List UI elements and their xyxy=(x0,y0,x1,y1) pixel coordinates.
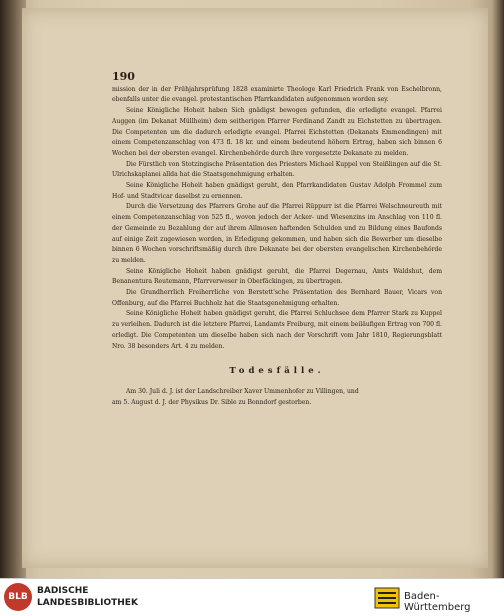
paragraph: mission der in der Frühjahrsprüfung 1828 examinirte Theologe Karl Friedrich Frank von Eschelbronn, ebenfalls unter die evangel. protestantischen Pfarrkandidaten aufgenommen worden sey. xyxy=(112,85,442,104)
baden-wuerttemberg-crest-icon xyxy=(374,587,400,609)
library-name-line2: LANDESBIBLIOTHEK xyxy=(37,598,138,608)
death-notice: Am 30. Juli d. J. ist der Landschreiber Xaver Ummenhofer zu Villingen, und xyxy=(126,387,359,395)
paragraph: Die Fürstlich von Stotzingische Präsentation des Priesters Michael Kuppel von Steißlingen auf die St. Ulrichskaplanei allda hat die Staatsgenehmigung erhalten. xyxy=(112,160,442,179)
paragraph: Seine Königliche Hoheit haben Sich gnädigst bewogen gefunden, die erledigte evangel. Pfarrei Auggen (im Dekanat Müllheim) dem seitherigen Pfarrer Ferdinand Zandt zu Eichstetten zu übertragen. Die Competenten um die dadurch erledigte evangel. Pfarrei Eichstetten (Dekanats Emmendingen) mit einem Competenzanschlag von 473 fl. 18 kr. und einem bedeutend höhern Ertrag, haben sich binnen 6 Wochen bei der obersten evangel. Kirchenbehörde durch ihre vorgesetzte Dekanate zu melden. xyxy=(112,107,442,157)
paragraph: Seine Königliche Hoheit haben gnädigst geruht, den Pfarrkandidaten Gustav Adolph Frommel zum Hof- und Stadtvicar daselbst zu ernennen. xyxy=(112,182,442,200)
section-heading: Todesfälle. xyxy=(229,366,325,377)
death-notice: am 5. August d. J. der Physikus Dr. Sible zu Bonndorf gestorben. xyxy=(112,398,312,406)
library-footer xyxy=(0,578,504,616)
blb-badge-text: BLB xyxy=(8,592,28,602)
library-name[interactable] xyxy=(37,585,138,609)
paragraph: Seine Königliche Hoheit haben gnädigst geruht, die Pfarrei Schluchsee dem Pfarrer Stark zu Kuppel zu verleihen. Dadurch ist die letztere Pfarrei, Landamts Freiburg, mit einem beiläufigen Ertrag von 700 fl. erledigt. Die Competenten um dieselbe haben sich nach der Vorschrift vom Jahr 1810, Regierungsblatt Nro. 38 besonders Art. 4 zu melden. xyxy=(112,310,442,350)
page-content xyxy=(112,72,442,408)
library-name-line1: BADISCHE xyxy=(37,586,89,596)
state-label[interactable]: Baden-Württemberg xyxy=(404,591,471,613)
paragraph: Durch die Versetzung des Pfarrers Grohe auf die Pfarrei Rüppurr ist die Pfarrei Welschneureuth mit einem Competenzanschlag von 525 fl., wovon jedoch der Acker- und Wiesenzins im Anschlag von 110 fl. der Gemeinde zu Bezahlung der auf ihrem Allmosen haftenden Schulden und zu Bildung eines Baufonds auf einige Zeit zugewiesen worden, in Erledigung gekommen, und haben sich die Bewerber um dieselbe binnen 6 Wochen vorschriftsmäßig durch ihre Dekanate bei der obersten evangelischen Kirchenbehörde zu melden. xyxy=(112,203,442,264)
blb-logo-icon[interactable] xyxy=(4,583,32,611)
paragraph: Die Grundherrlich Freiherrliche von Berstett'sche Präsentation des Bernhard Bauer, Vicars von Offenburg, auf die Pfarrei Buchholz hat die Staatsgenehmigung erhalten. xyxy=(112,289,442,307)
paragraph: Seine Königliche Hoheit haben gnädigst geruht, die Pfarrei Degernau, Amts Waldshut, dem Benanentura Reutemann, Pfarrverweser in Oberfäckingen, zu übertragen. xyxy=(112,267,442,286)
page-number: 190 xyxy=(112,70,135,83)
